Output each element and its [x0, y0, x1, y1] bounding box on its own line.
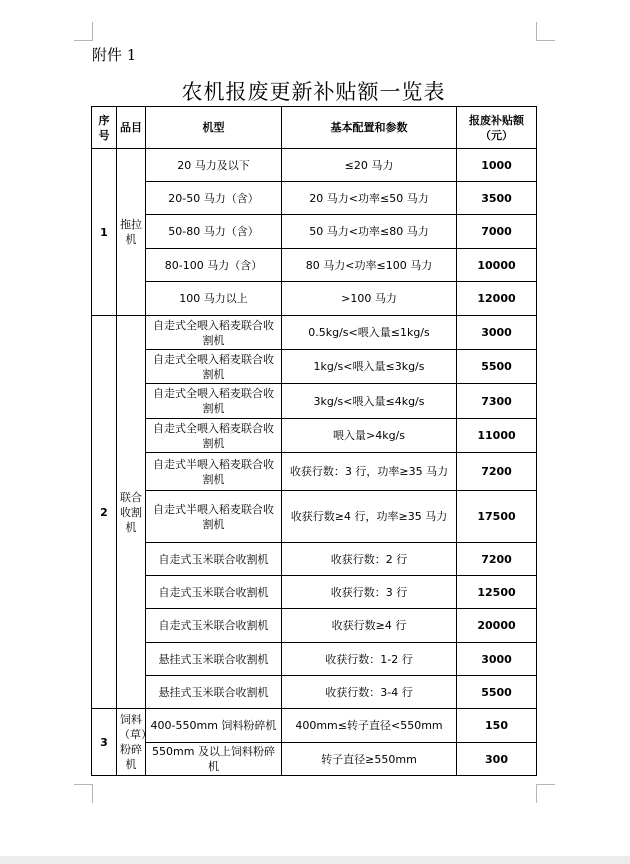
model-cell: 自走式全喂入稻麦联合收割机	[146, 350, 282, 384]
table-row	[92, 419, 537, 453]
params-cell: ≤20 马力	[282, 149, 457, 182]
table-row	[92, 453, 537, 491]
amount-cell: 1000	[457, 149, 537, 182]
amount-cell: 20000	[457, 609, 537, 643]
table-row	[92, 182, 537, 215]
model-cell: 20-50 马力（含）	[146, 182, 282, 215]
params-cell: 收获行数≥4 行	[282, 609, 457, 643]
amount-cell: 12000	[457, 282, 537, 316]
model-cell: 自走式半喂入稻麦联合收割机	[146, 453, 282, 491]
table-row	[92, 709, 537, 743]
amount-cell: 3500	[457, 182, 537, 215]
table-row	[92, 215, 537, 249]
crop-mark-bottom-left	[74, 784, 93, 803]
amount-cell: 11000	[457, 419, 537, 453]
amount-cell: 300	[457, 743, 537, 776]
model-cell: 自走式全喂入稻麦联合收割机	[146, 316, 282, 350]
amount-cell: 7000	[457, 215, 537, 249]
header-params: 基本配置和参数	[282, 107, 457, 149]
params-cell: 转子直径≥550mm	[282, 743, 457, 776]
header-model: 机型	[146, 107, 282, 149]
amount-cell: 7200	[457, 543, 537, 576]
model-cell: 悬挂式玉米联合收割机	[146, 676, 282, 709]
amount-cell: 12500	[457, 576, 537, 609]
table-row	[92, 149, 537, 182]
table-row	[92, 491, 537, 543]
amount-cell: 10000	[457, 249, 537, 282]
params-cell: 收获行数：3 行，功率≥35 马力	[282, 453, 457, 491]
params-cell: 20 马力<功率≤50 马力	[282, 182, 457, 215]
header-amount: 报废补贴额（元）	[457, 107, 537, 149]
model-cell: 自走式全喂入稻麦联合收割机	[146, 384, 282, 419]
params-cell: 收获行数：3 行	[282, 576, 457, 609]
table-row	[92, 282, 537, 316]
category-cell: 联合收割机	[117, 316, 146, 709]
model-cell: 100 马力以上	[146, 282, 282, 316]
amount-cell: 3000	[457, 316, 537, 350]
table-row	[92, 743, 537, 776]
table-row	[92, 643, 537, 676]
model-cell: 悬挂式玉米联合收割机	[146, 643, 282, 676]
params-cell: 收获行数≥4 行，功率≥35 马力	[282, 491, 457, 543]
model-cell: 20 马力及以下	[146, 149, 282, 182]
table-row	[92, 384, 537, 419]
attachment-label: 附件 1	[92, 46, 137, 64]
model-cell: 550mm 及以上饲料粉碎机	[146, 743, 282, 776]
table-row	[92, 249, 537, 282]
table-row	[92, 316, 537, 350]
crop-mark-bottom-right	[536, 784, 555, 803]
amount-cell: 7300	[457, 384, 537, 419]
params-cell: 1kg/s<喂入量≤3kg/s	[282, 350, 457, 384]
model-cell: 自走式玉米联合收割机	[146, 543, 282, 576]
table-row	[92, 676, 537, 709]
model-cell: 自走式全喂入稻麦联合收割机	[146, 419, 282, 453]
params-cell: >100 马力	[282, 282, 457, 316]
window-bottom-strip	[0, 856, 630, 864]
document-title: 农机报废更新补贴额一览表	[181, 80, 446, 104]
table-row	[92, 576, 537, 609]
params-cell: 收获行数：3-4 行	[282, 676, 457, 709]
category-cell: 饲料（草）粉碎机	[117, 709, 146, 776]
params-cell: 收获行数：2 行	[282, 543, 457, 576]
params-cell: 3kg/s<喂入量≤4kg/s	[282, 384, 457, 419]
model-cell: 80-100 马力（含）	[146, 249, 282, 282]
amount-cell: 5500	[457, 350, 537, 384]
amount-cell: 7200	[457, 453, 537, 491]
table-row	[92, 609, 537, 643]
params-cell: 喂入量>4kg/s	[282, 419, 457, 453]
table-row	[92, 543, 537, 576]
params-cell: 0.5kg/s<喂入量≤1kg/s	[282, 316, 457, 350]
table-header-row	[92, 107, 537, 149]
table-row	[92, 350, 537, 384]
seq-cell: 2	[92, 316, 117, 709]
header-category: 品目	[117, 107, 146, 149]
model-cell: 400-550mm 饲料粉碎机	[146, 709, 282, 743]
params-cell: 80 马力<功率≤100 马力	[282, 249, 457, 282]
category-cell: 拖拉机	[117, 149, 146, 316]
amount-cell: 3000	[457, 643, 537, 676]
model-cell: 50-80 马力（含）	[146, 215, 282, 249]
model-cell: 自走式玉米联合收割机	[146, 576, 282, 609]
seq-cell: 3	[92, 709, 117, 776]
model-cell: 自走式玉米联合收割机	[146, 609, 282, 643]
params-cell: 400mm≤转子直径<550mm	[282, 709, 457, 743]
seq-cell: 1	[92, 149, 117, 316]
amount-cell: 150	[457, 709, 537, 743]
model-cell: 自走式半喂入稻麦联合收割机	[146, 491, 282, 543]
crop-mark-top-left	[74, 22, 93, 41]
amount-cell: 5500	[457, 676, 537, 709]
subsidy-table	[91, 106, 537, 776]
params-cell: 50 马力<功率≤80 马力	[282, 215, 457, 249]
crop-mark-top-right	[536, 22, 555, 41]
params-cell: 收获行数：1-2 行	[282, 643, 457, 676]
header-seq: 序号	[92, 107, 117, 149]
amount-cell: 17500	[457, 491, 537, 543]
